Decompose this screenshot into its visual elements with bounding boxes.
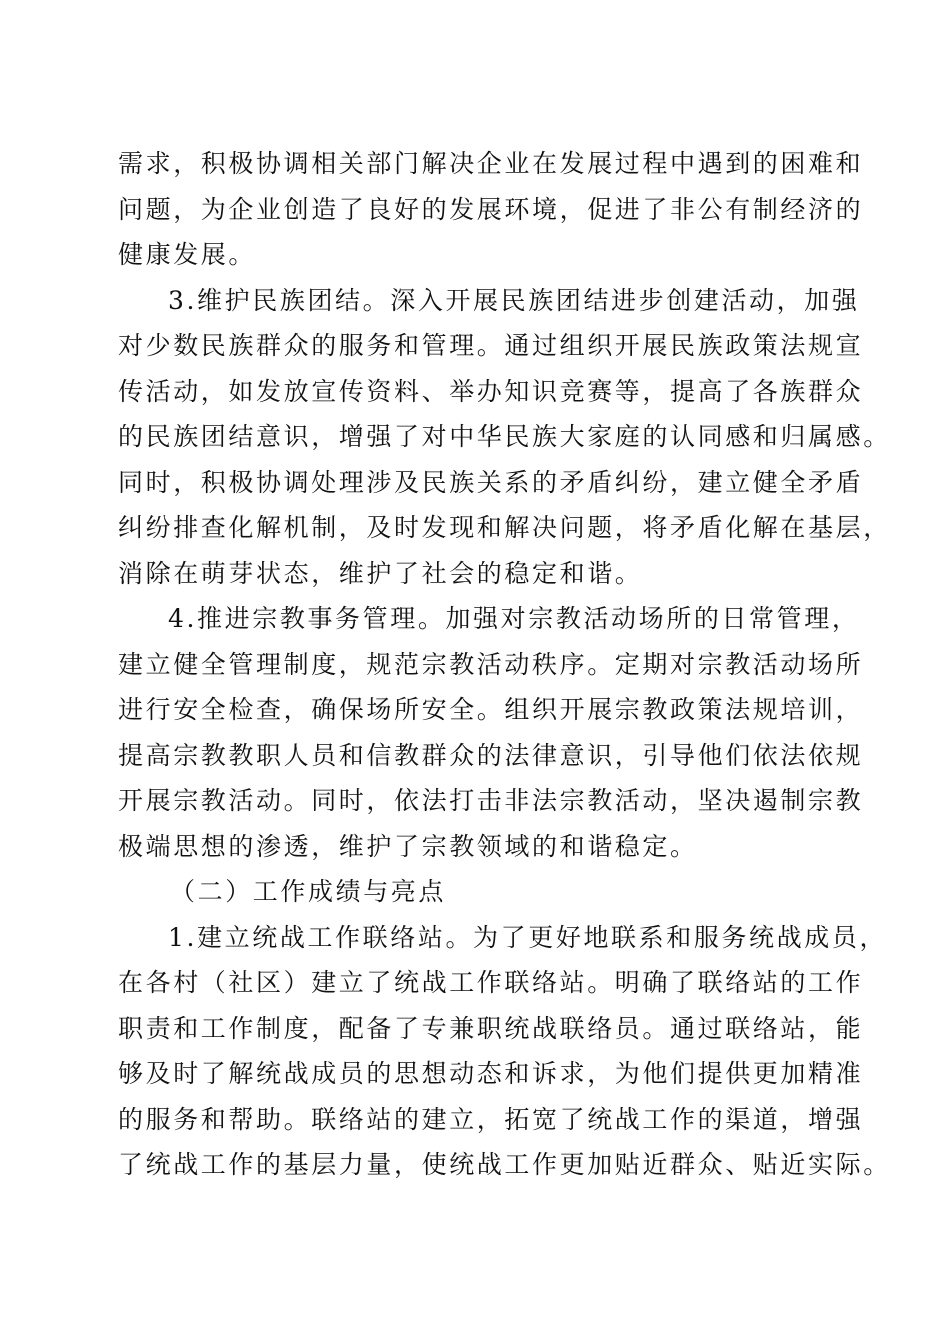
text-line: 传活动，如发放宣传资料、举办知识竞赛等，提高了各族群众 bbox=[118, 376, 864, 406]
text-line: 问题，为企业创造了良好的发展环境，促进了非公有制经济的 bbox=[118, 194, 864, 224]
text-line: 开展宗教活动。同时，依法打击非法宗教活动，坚决遏制宗教 bbox=[118, 786, 864, 815]
paragraph-start-line: 1.建立统战工作联络站。为了更好地联系和服务统战成员， bbox=[168, 922, 888, 952]
text-line: 纠纷排查化解机制，及时发现和解决问题，将矛盾化解在基层， bbox=[118, 513, 891, 542]
text-line: 对少数民族群众的服务和管理。通过组织开展民族政策法规宣 bbox=[118, 331, 864, 360]
text-line: 了统战工作的基层力量，使统战工作更加贴近群众、贴近实际。 bbox=[118, 1150, 891, 1179]
text-line: 够及时了解统战成员的思想动态和诉求，为他们提供更加精准 bbox=[118, 1059, 864, 1088]
text-line: 健康发展。 bbox=[118, 240, 257, 269]
text-line: 极端思想的渗透，维护了宗教领域的和谐稳定。 bbox=[118, 831, 698, 861]
text-line: 职责和工作制度，配备了专兼职统战联络员。通过联络站，能 bbox=[118, 1013, 864, 1043]
document-body bbox=[118, 141, 891, 1188]
text-line: 在各村（社区）建立了统战工作联络站。明确了联络站的工作 bbox=[118, 968, 864, 997]
text-line: 的民族团结意识，增强了对中华民族大家庭的认同感和归属感。 bbox=[118, 422, 891, 451]
text-line: 进行安全检查，确保场所安全。组织开展宗教政策法规培训， bbox=[118, 695, 864, 724]
text-line: 建立健全管理制度，规范宗教活动秩序。定期对宗教活动场所 bbox=[118, 649, 864, 679]
text-line: 需求，积极协调相关部门解决企业在发展过程中遇到的困难和 bbox=[118, 149, 864, 178]
text-line: 消除在萌芽状态，维护了社会的稳定和谐。 bbox=[118, 558, 643, 588]
paragraph-start-line: 4.推进宗教事务管理。加强对宗教活动场所的日常管理， bbox=[168, 604, 860, 633]
text-line: 的服务和帮助。联络站的建立，拓宽了统战工作的渠道，增强 bbox=[118, 1104, 864, 1134]
paragraph-start-line: 3.维护民族团结。深入开展民族团结进步创建活动，加强 bbox=[168, 285, 860, 315]
section-heading: （二）工作成绩与亮点 bbox=[170, 877, 447, 906]
text-line: 同时，积极协调处理涉及民族关系的矛盾纠纷，建立健全矛盾 bbox=[118, 467, 864, 497]
text-line: 提高宗教教职人员和信教群众的法律意识，引导他们依法依规 bbox=[118, 740, 864, 770]
